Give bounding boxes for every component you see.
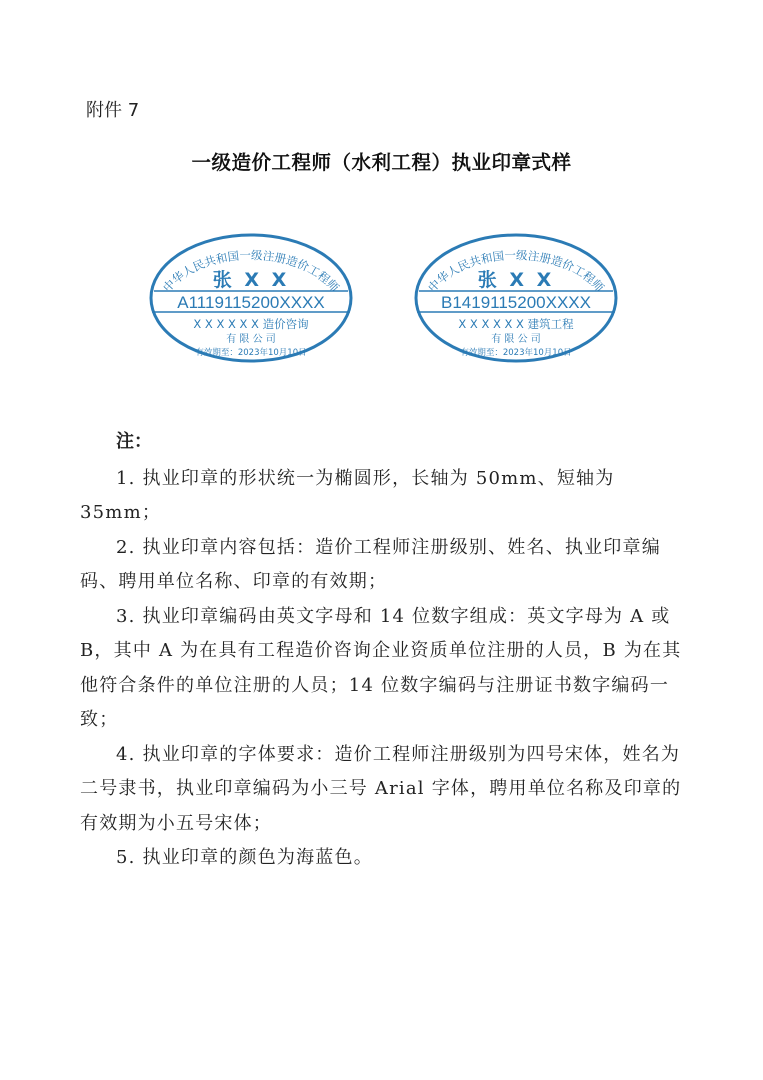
note-item-1: 1. 执业印章的形状统一为椭圆形，长轴为 50mm、短轴为 35mm；: [80, 467, 615, 523]
seal-code: B1419115200XXXX: [441, 293, 591, 312]
seal-arc-text: 中华人民共和国一级注册造价工程师: [160, 248, 342, 295]
note-item-4: 4. 执业印章的字体要求：造价工程师注册级别为四号宋体，姓名为二号隶书，执业印章编码为小三号 Arial 字体，聘用单位名称及印章的有效期为小五号宋体；: [80, 743, 682, 834]
seal-name: 张 X X: [477, 269, 555, 291]
note-item-3: 3. 执业印章编码由英文字母和 14 位数字组成：英文字母为 A 或 B，其中 A 为在具有工程造价咨询企业资质单位注册的人员，B 为在其他符合条件的单位注册的人员；14 位数字编码与注册证书数字编码一致；: [80, 605, 682, 730]
page-title: 一级造价工程师（水利工程）执业印章式样: [191, 151, 572, 174]
seal-company-line2: 有 限 公 司: [226, 334, 276, 345]
seal-company-line1: X X X X X X 建筑工程: [458, 317, 574, 331]
seal-company-line1: X X X X X X 造价咨询: [193, 317, 309, 331]
seal-code: A1119115200XXXX: [177, 293, 325, 312]
seal-arc-text: 中华人民共和国一级注册造价工程师: [425, 248, 607, 295]
seal-validity: 有效期至：2023年10月10日: [195, 348, 307, 358]
seal-validity: 有效期至：2023年10月10日: [460, 348, 572, 358]
attachment-label: 附件 7: [86, 100, 140, 121]
seal-sample-b: [413, 232, 619, 364]
note-item-2: 2. 执业印章内容包括：造价工程师注册级别、姓名、执业印章编码、聘用单位名称、印章的有效期；: [80, 536, 661, 592]
notes-section: [80, 425, 682, 876]
notes-heading: 注：: [116, 431, 152, 452]
seal-name: 张 X X: [212, 269, 290, 291]
seal-company-line2: 有 限 公 司: [491, 334, 541, 345]
note-item-5: 5. 执业印章的颜色为海蓝色。: [116, 847, 373, 868]
seal-sample-a: [148, 232, 354, 364]
